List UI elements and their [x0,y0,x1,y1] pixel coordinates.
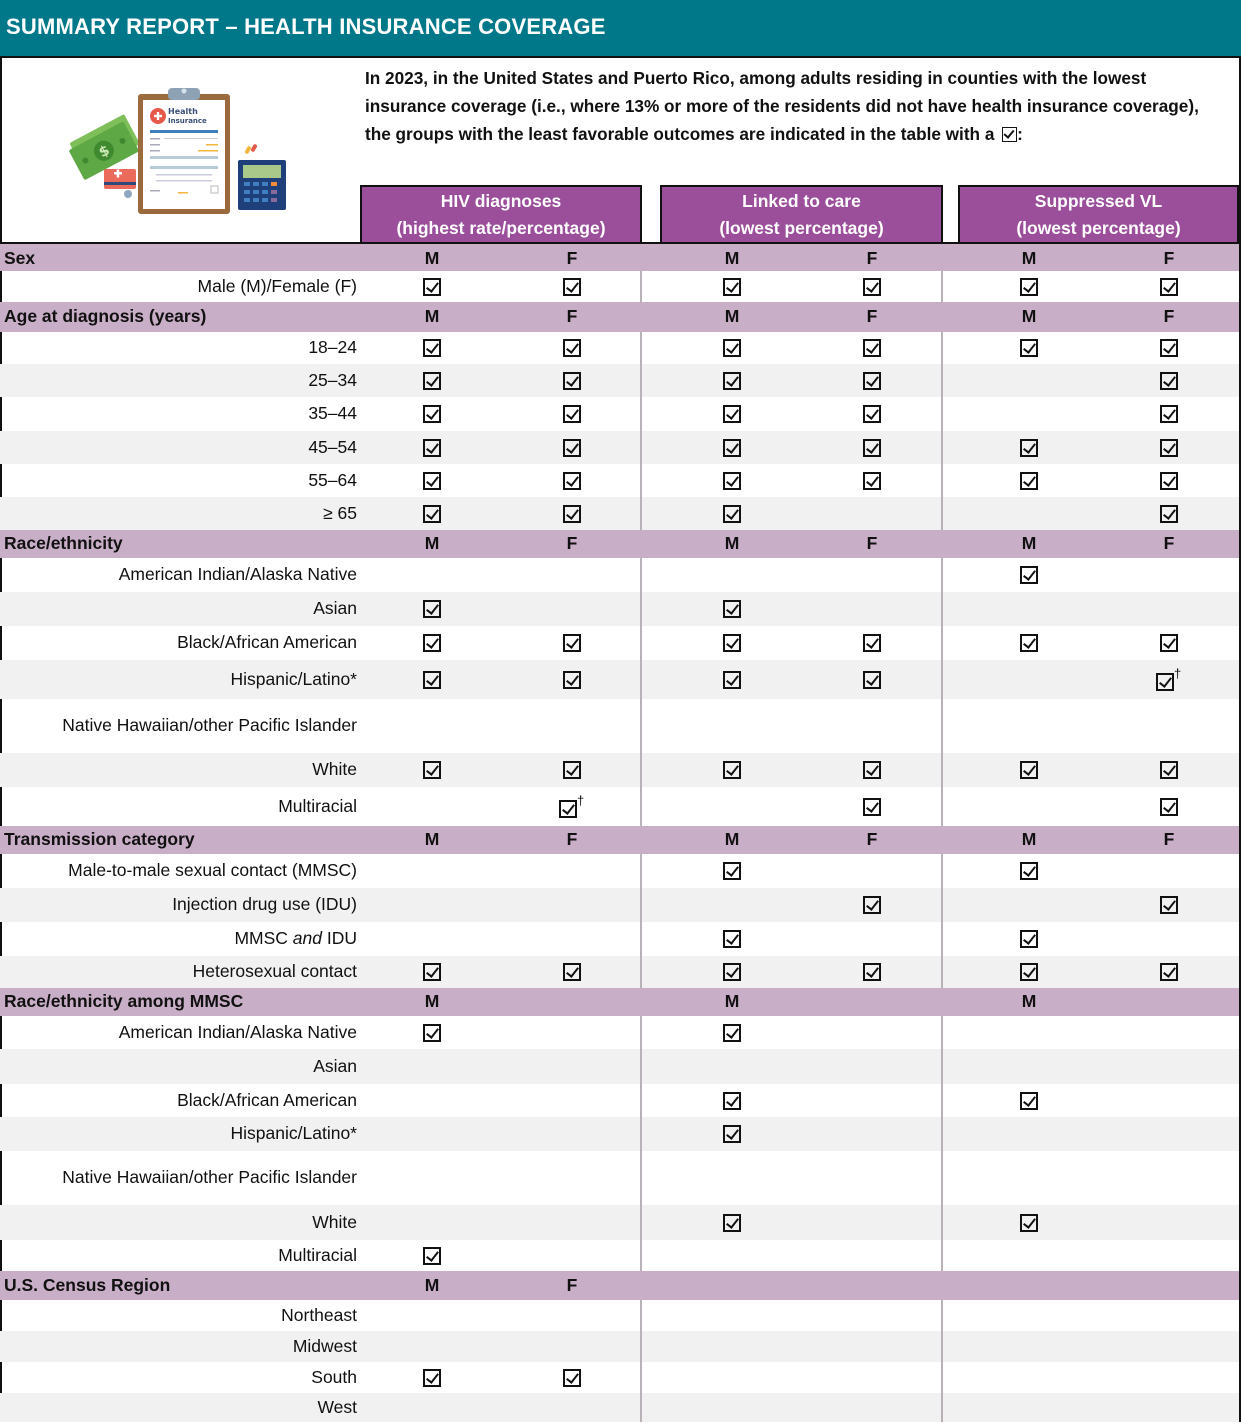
column-header-suppressed-vl [958,185,1239,242]
table-row [0,332,1239,364]
checkbox-checked-icon [1160,439,1178,457]
female-column-label: F [866,829,878,849]
checkbox-checked-icon [1160,963,1178,981]
checkbox-checked-icon [423,405,441,423]
table-row [0,1393,1239,1422]
table-row [0,497,1239,530]
column-divider [941,753,943,787]
checkbox-checked-icon [723,505,741,523]
column-divider [640,464,642,497]
table-row [0,271,1239,302]
female-column-label: F [1163,247,1175,268]
column-divider [941,626,943,660]
checkbox-checked-icon [723,671,741,689]
checkbox-checked-icon [723,1214,741,1232]
checkbox-checked-icon [1156,673,1174,691]
table-row [0,1049,1239,1084]
column-title: Suppressed VL [1034,191,1163,211]
checkbox-checked-icon [1160,405,1178,423]
column-divider [640,1393,642,1422]
column-divider [640,1151,642,1205]
checkbox-checked-icon [863,963,881,981]
column-divider [941,1084,943,1117]
table-row [0,431,1239,464]
checkbox-checked-icon [563,505,581,523]
male-column-label: M [724,829,740,849]
column-divider [941,1331,943,1362]
checkbox-checked-icon [863,278,881,296]
table-row [0,753,1239,787]
section-header-row [0,988,1239,1016]
row-label [234,928,357,949]
male-column-label: M [1021,247,1037,268]
checkbox-checked-icon [423,439,441,457]
row-label: Native Hawaiian/other Pacific Islander [62,715,357,735]
column-divider [941,1016,943,1049]
row-label: White [312,1211,357,1232]
column-divider [941,1240,943,1271]
column-divider [941,271,943,302]
checkbox-checked-icon [863,896,881,914]
table-row [0,558,1239,592]
male-column-label: M [724,306,740,326]
row-label: American Indian/Alaska Native [118,564,357,584]
checkbox-checked-icon [863,339,881,357]
row-label: American Indian/Alaska Native [118,1021,357,1042]
checkbox-checked-icon [423,671,441,689]
checkbox-checked-icon [1020,1214,1038,1232]
checkbox-checked-icon [423,505,441,523]
female-column-label: F [566,247,578,268]
checkbox-checked-icon [1160,634,1178,652]
column-divider [640,558,642,592]
section-header-row [0,826,1239,854]
column-divider [640,787,642,826]
column-header-hiv-diagnoses [360,185,642,242]
column-divider [640,497,642,530]
section-header-row [0,530,1239,558]
checkbox-checked-icon [563,634,581,652]
male-column-label: M [424,247,440,268]
svg-text:Health: Health [168,107,198,116]
checkbox-checked-icon [1160,472,1178,490]
row-label: Black/African American [177,1089,357,1110]
column-divider [941,464,943,497]
checkbox-checked-icon [423,339,441,357]
column-divider [640,592,642,626]
table-row [0,660,1239,699]
checkbox-checked-icon [1020,566,1038,584]
column-divider [941,1362,943,1393]
row-label: South [311,1366,357,1387]
checkbox-checked-icon [723,405,741,423]
column-divider [640,699,642,753]
column-divider [640,922,642,956]
column-divider [941,1049,943,1084]
row-label: Northeast [281,1304,357,1325]
table-row [0,1205,1239,1240]
intro-text [365,64,1225,148]
row-label: White [312,759,357,779]
checkbox-legend-icon [1002,127,1017,142]
checkbox-checked-icon [423,372,441,390]
row-label-part: MMSC [234,928,293,948]
column-title: HIV diagnoses [440,191,562,211]
row-label: ≥ 65 [323,502,357,523]
column-divider [941,497,943,530]
section-label: U.S. Census Region [4,1274,171,1295]
female-column-label: F [866,247,878,268]
checkbox-checked-icon [563,372,581,390]
female-column-label: F [566,829,578,849]
row-label: Multiracial [278,1244,357,1265]
column-divider [941,699,943,753]
table-row [0,592,1239,626]
checkbox-checked-icon [1020,761,1038,779]
male-column-label: M [1021,306,1037,326]
checkbox-checked-icon [1160,505,1178,523]
row-label: Heterosexual contact [192,961,357,981]
column-divider [640,1331,642,1362]
checkbox-checked-icon [559,800,577,818]
checkbox-checked-icon [863,439,881,457]
row-label: Male-to-male sexual contact (MMSC) [68,860,357,880]
dagger-footnote-mark: † [577,792,585,808]
checkbox-checked-icon [1020,472,1038,490]
male-column-label: M [724,533,740,553]
column-divider [941,592,943,626]
column-divider [640,956,642,988]
column-divider [941,1205,943,1240]
row-label: West [317,1396,357,1417]
female-column-label: F [1163,829,1175,849]
section-label: Age at diagnosis (years) [4,306,207,326]
table-row [0,922,1239,956]
checkbox-checked-icon [863,405,881,423]
column-divider [640,1240,642,1271]
checkbox-checked-icon [1020,634,1038,652]
female-column-label: F [1163,533,1175,553]
column-divider [640,626,642,660]
column-divider [941,1300,943,1331]
table-row [0,854,1239,888]
column-subtitle: (lowest percentage) [719,218,884,238]
table-row [0,1151,1239,1205]
checkbox-checked-icon [1160,278,1178,296]
title-bar [0,0,1241,58]
section-header-row [0,1271,1239,1300]
table-row [0,888,1239,922]
male-column-label: M [724,991,740,1011]
column-divider [941,854,943,888]
checkbox-checked-icon [1160,798,1178,816]
section-label: Race/ethnicity [4,533,123,553]
checkbox-checked-icon [723,600,741,618]
checkbox-checked-icon [863,372,881,390]
checkbox-checked-icon [723,862,741,880]
row-label: Midwest [292,1335,357,1356]
column-divider [941,332,943,364]
checkbox-checked-icon [863,798,881,816]
male-column-label: M [424,306,440,326]
checkbox-checked-icon [1020,963,1038,981]
row-label: Multiracial [278,795,357,816]
column-divider [640,332,642,364]
male-column-label: M [1021,991,1037,1011]
table-row [0,397,1239,431]
column-divider [640,364,642,397]
column-divider [941,364,943,397]
checkbox-checked-icon [423,1369,441,1387]
column-subtitle: (highest rate/percentage) [396,218,606,238]
table-row [0,1240,1239,1271]
checkbox-checked-icon [423,472,441,490]
checkbox-checked-icon [723,930,741,948]
row-label: Native Hawaiian/other Pacific Islander [62,1167,357,1187]
checkbox-checked-icon [723,472,741,490]
checkbox-checked-icon [423,1247,441,1265]
row-label: Hispanic/Latino* [230,1123,357,1143]
checkbox-checked-icon [863,634,881,652]
checkbox-checked-icon [1160,339,1178,357]
checkbox-checked-icon [563,1369,581,1387]
checkbox-checked-icon [1020,1092,1038,1110]
checkbox-checked-icon [563,761,581,779]
checkbox-checked-icon [723,278,741,296]
column-divider [941,922,943,956]
svg-text:$: $ [96,142,113,161]
checkbox-checked-icon [423,278,441,296]
column-divider [640,1049,642,1084]
row-label-part: IDU [322,928,357,948]
female-column-label: F [866,533,878,553]
checkbox-checked-icon [1020,930,1038,948]
column-divider [941,660,943,699]
table-row [0,699,1239,753]
table-row [0,1300,1239,1331]
column-divider [640,753,642,787]
table-row [0,1331,1239,1362]
column-divider [640,660,642,699]
svg-text:Insurance: Insurance [168,117,207,125]
male-column-label: M [724,247,740,268]
table-row [0,1084,1239,1117]
checkbox-checked-icon [1020,439,1038,457]
health-insurance-clipboard-illustration-icon [66,86,296,218]
female-column-label: F [866,306,878,326]
checkbox-checked-icon [723,634,741,652]
checkbox-checked-icon [563,405,581,423]
column-divider [640,271,642,302]
column-divider [640,1084,642,1117]
column-divider [640,1016,642,1049]
table-row [0,626,1239,660]
section-label: Race/ethnicity among MMSC [4,991,244,1011]
section-header-row [0,242,1239,271]
checkbox-checked-icon [1020,862,1038,880]
column-header-linked-to-care [660,185,943,242]
column-subtitle: (lowest percentage) [1016,218,1181,238]
column-divider [941,888,943,922]
row-label: 45–54 [308,436,357,457]
row-label: Injection drug use (IDU) [172,894,357,914]
table-row [0,956,1239,988]
column-divider [640,1205,642,1240]
male-column-label: M [1021,533,1037,553]
checkbox-checked-icon [563,278,581,296]
checkbox-checked-icon [423,600,441,618]
female-column-label: F [566,533,578,553]
row-label-part: and [292,928,322,948]
column-divider [941,397,943,431]
column-divider [640,1300,642,1331]
column-divider [640,431,642,464]
checkbox-checked-icon [723,439,741,457]
checkbox-checked-icon [863,472,881,490]
female-column-label: F [566,1274,578,1295]
column-divider [941,956,943,988]
checkbox-checked-icon [563,339,581,357]
checkbox-checked-icon [1020,278,1038,296]
checkbox-checked-icon [1160,372,1178,390]
column-divider [941,787,943,826]
checkbox-checked-icon [723,1024,741,1042]
checkbox-checked-icon [563,472,581,490]
column-title: Linked to care [742,191,861,211]
row-label: 18–24 [308,337,357,357]
table-row [0,364,1239,397]
row-label: Male (M)/Female (F) [197,275,357,296]
male-column-label: M [424,1274,440,1295]
row-label: Asian [313,598,357,618]
row-label: Asian [313,1055,357,1076]
checkbox-checked-icon [723,761,741,779]
column-divider [640,397,642,431]
male-column-label: M [424,829,440,849]
table-row [0,1117,1239,1151]
column-divider [941,1393,943,1422]
row-label: Hispanic/Latino* [230,668,357,689]
row-label: 25–34 [308,369,357,390]
section-header-row [0,302,1239,332]
checkbox-checked-icon [723,372,741,390]
column-divider [640,854,642,888]
checkbox-checked-icon [1020,339,1038,357]
checkbox-checked-icon [423,761,441,779]
checkbox-checked-icon [563,963,581,981]
section-label: Transmission category [4,829,195,849]
column-divider [640,888,642,922]
checkbox-checked-icon [423,1024,441,1042]
male-column-label: M [424,533,440,553]
checkbox-checked-icon [423,634,441,652]
female-column-label: F [1163,306,1175,326]
checkbox-checked-icon [563,671,581,689]
checkbox-checked-icon [563,439,581,457]
report-title: SUMMARY REPORT – HEALTH INSURANCE COVERAGE [6,14,606,39]
checkbox-checked-icon [863,761,881,779]
row-label: Black/African American [177,632,357,652]
column-divider [640,1362,642,1393]
row-label: 35–44 [308,403,357,423]
checkbox-checked-icon [423,963,441,981]
intro-suffix: : [1017,124,1023,144]
male-column-label: M [1021,829,1037,849]
checkbox-checked-icon [1160,761,1178,779]
table-row [0,787,1239,826]
column-divider [941,558,943,592]
column-divider [941,1117,943,1151]
male-column-label: M [424,991,440,1011]
dagger-footnote-mark: † [1174,665,1182,681]
checkbox-checked-icon [723,1092,741,1110]
checkbox-checked-icon [863,671,881,689]
column-divider [941,431,943,464]
table-row [0,464,1239,497]
checkbox-checked-icon [1160,896,1178,914]
checkbox-checked-icon [723,1125,741,1143]
checkbox-checked-icon [723,339,741,357]
female-column-label: F [566,306,578,326]
table-row [0,1016,1239,1049]
intro-sentence: In 2023, in the United States and Puerto Rico, among adults residing in counties with the lowest insurance coverage (i.e., where 13% or more of the residents did not have health insurance coverage), the groups with the least favorable outcomes are indicated in the table with a [365,68,1199,144]
checkbox-checked-icon [723,963,741,981]
section-label: Sex [4,247,36,268]
row-label: 55–64 [308,469,357,490]
column-divider [640,1117,642,1151]
table-row [0,1362,1239,1393]
column-divider [941,1151,943,1205]
